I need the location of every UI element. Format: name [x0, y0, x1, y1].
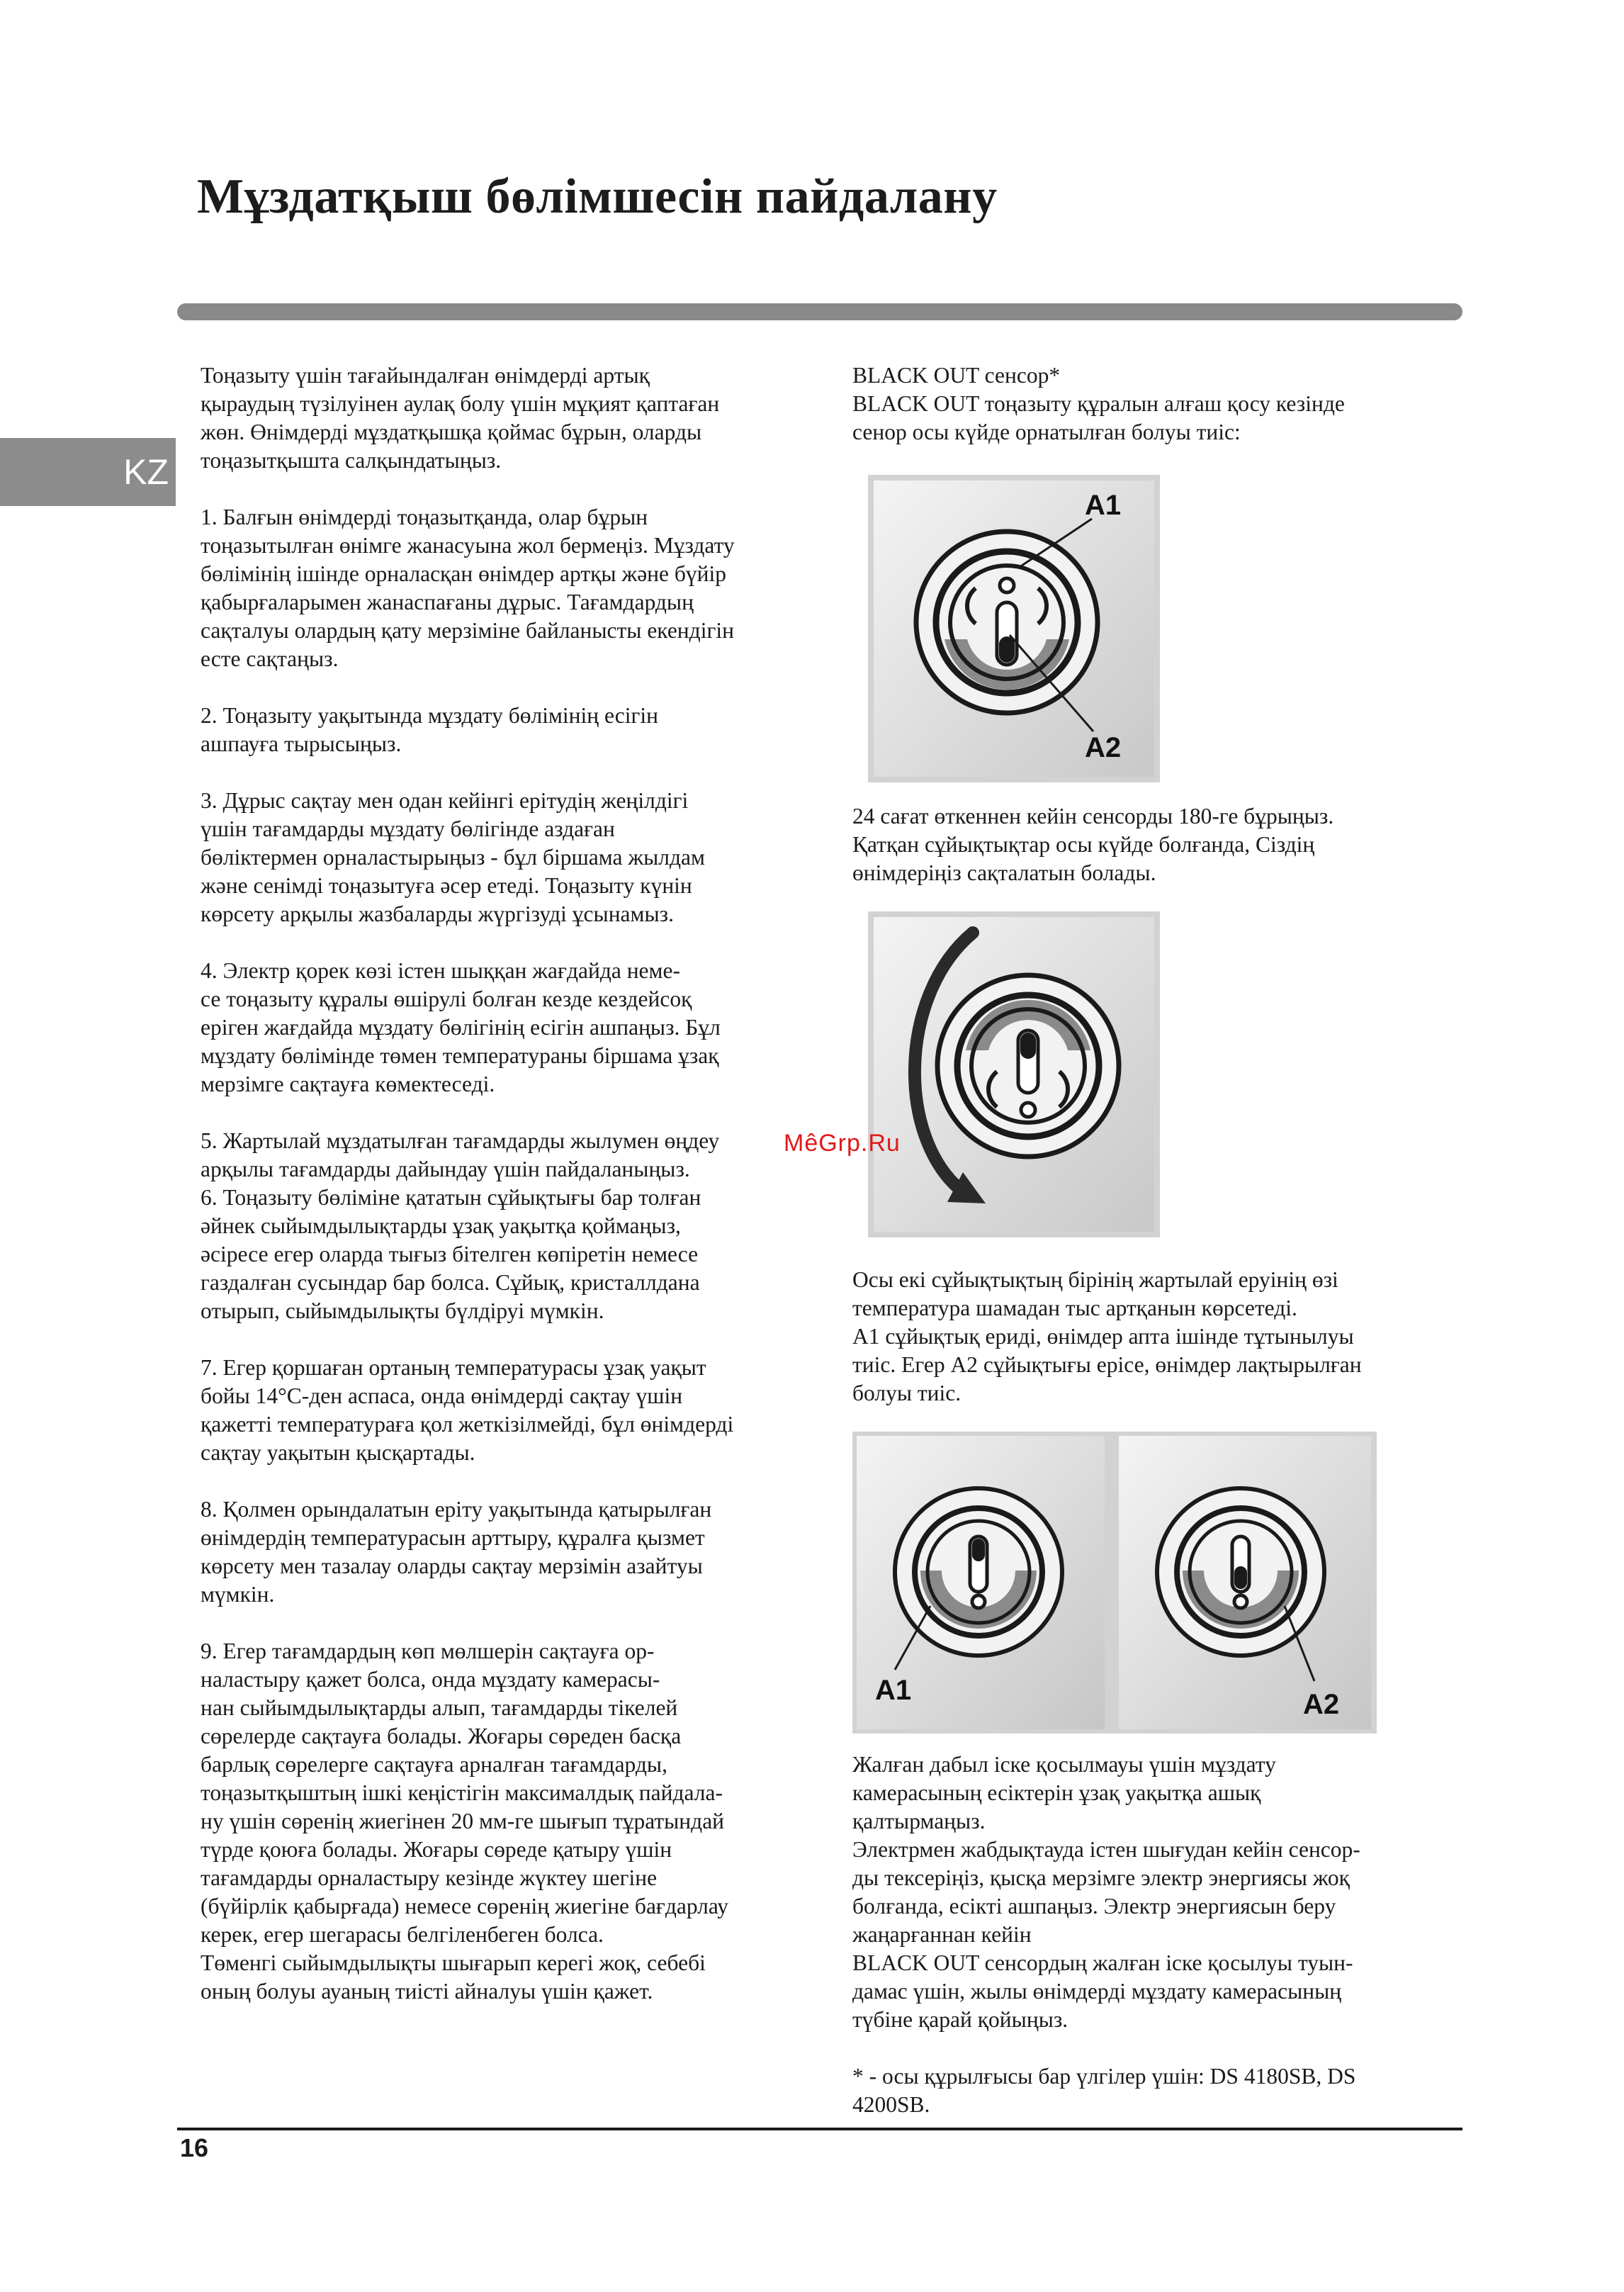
intro-paragraph: Тоңазыту үшін тағайындалған өнімдерді артық қыраудың түзілуінен аулақ болу үшін мұқият қаптаған жөн. Өнімдерді мұздатқышқа қоймас бұрын, оларды тоңазытқышта салқындатыңыз.	[201, 363, 720, 473]
tip-4: 4. Электр қорек көзі істен шыққан жағдайда неме- се тоңазыту құралы өшірулі болған кезде кездейсоқ еріген жағдайда мұздату бөлігінің есігін ашпаңыз. Бұл мұздату бөлімінде төмен температураны біршама ұзақ мерзімге сақтауға көмектеседі.	[201, 958, 721, 1096]
page-title: Мұздатқыш бөлімшесін пайдалану	[197, 169, 998, 224]
watermark-text: MêGrp.Ru	[784, 1130, 901, 1157]
left-column	[201, 361, 824, 2006]
tip-3: 3. Дұрыс сақтау мен одан кейінгі ерітудің жеңілдігі үшін тағамдарды мұздату бөлігінде аздаған бөліктермен орналастырыңыз - бұл біршама жылдам және сенімді тоңазытуға әсер етеді. Тоңазыту күнін көрсету арқылы жазбаларды жүргізуді ұсынамыз.	[201, 788, 705, 926]
language-tab: KZ	[0, 438, 176, 506]
sensor-rotated-figure	[868, 911, 1160, 1237]
page-number: 16	[180, 2133, 209, 2162]
tip-1: 1. Балғын өнімдерді тоңазытқанда, олар бұрын тоңазытылған өнімге жанасуына жол бермеңіз. Мұздату бөлімінің ішінде орналасқан өнімдер артқы және бүйір қабырғаларымен жанаспағаны дұрыс. Тағамдардың сақталуы олардың қату мерзіміне байланысты екендігін есте сақтаңыз.	[201, 505, 735, 671]
label-a1-melted: A1	[875, 1675, 912, 1706]
after-24h-paragraph: 24 сағат өткеннен кейін сенсорды 180-ге бұрыңыз. Қатқан сұйықтықтар осы күйде болғанда, Сіздің өнімдеріңіз сақталатын болады.	[852, 804, 1334, 885]
tip-7: 7. Егер қоршаған ортаның температурасы ұзақ уақыт бойы 14°С-ден аспаса, онда өнімдерді сақтау үшін қажетті температураға қол жеткізілмейді, бұл өнімдерді сақтау уақытын қысқартады.	[201, 1355, 734, 1465]
right-column	[852, 361, 1462, 2119]
tip-9: 9. Егер тағамдардың көп мөлшерін сақтауға ор- наластыру қажет болса, онда мұздату камерасы- нан сыйымдылықтарды алып, тағамдарды тікелей сөрелерде сақтауға болады. Жоғары сөреден басқа барлық сөрелерге сақтауға арналған тағамдарды, тоңазытқыштың ішкі кеңістігін максималдық пайдала- ну үшін сөренің жиегінен 20 мм-ге шығып тұратындай түрде қоюға болады. Жоғары сөреде қатыру үшін тағамдарды орналастыру кезінде жүктеу шегіне (бүйірлік қабырғада) немесе сөренің жиегіне бағдарлау керек, егер шегарасы белгіленбеген болса. Төменгі сыйымдылықты шығарып керегі жоқ, себебі оның болуы ауаның тиісті айналуы үшін қажет.	[201, 1639, 729, 2004]
tip-8: 8. Қолмен орындалатын еріту уақытында қатырылған өнімдердің температурасын арттыру, құралға қызмет көрсету мен тазалау оларды сақтау мерзімін азайтуы мүмкін.	[201, 1497, 712, 1607]
label-a2-melted: A2	[1303, 1689, 1340, 1720]
bottom-divider	[177, 2128, 1462, 2130]
label-a1: A1	[1085, 490, 1122, 521]
tip-2: 2. Тоңазыту уақытында мұздату бөлімінің есігін ашпауға тырысыңыз.	[201, 703, 659, 756]
footnote: * - осы құрылғысы бар үлгілер үшін: DS 4180SB, DS 4200SB.	[852, 2064, 1356, 2117]
melt-explain-paragraph: Осы екі сұйықтықтың бірінің жартылай еруінің өзі температура шамадан тыс артқанын көрсетеді. А1 сұйықтық ериді, өнімдер апта ішінде тұтынылуы тиіс. Егер А2 сұйықтығы ерісе, өнімдер лақтырылған болуы тиіс.	[852, 1267, 1362, 1405]
label-a2: A2	[1085, 732, 1122, 763]
sensor-melt-comparison-figure	[852, 1432, 1377, 1734]
tip-5-6: 5. Жартылай мұздатылған тағамдарды жылумен өңдеу арқылы тағамдарды дайындау үшін пайдаланыңыз. 6. Тоңазыту бөліміне қататын сұйықтығы бар толған әйнек сыйымдылықтарды ұзақ уақытқа қоймаңыз, әсіресе егер оларда тығыз бітелген көпіретін немесе газдалған сусындар бар болса. Сұйық, кристаллдана отырып, сыйымдылықты бүлдіруі мүмкін.	[201, 1128, 720, 1323]
top-divider	[177, 303, 1462, 320]
sensor-initial-figure	[868, 475, 1160, 782]
false-alarm-paragraph: Жалған дабыл іске қосылмауы үшін мұздату камерасының есіктерін ұзақ уақытқа ашық қалтырмаңыз. Электрмен жабдықтауда істен шығудан кейін сенсор- ды тексеріңіз, қысқа мерзімге электр энергиясы жоқ болғанда, есікті ашпаңыз. Электр энергиясын беру жаңарғаннан кейін BLACK OUT сенсордың жалған іске қосылуы туын- дамас үшін, жылы өнімдерді мұздату камерасының түбіне қарай қойыңыз.	[852, 1752, 1360, 2032]
sensor-heading: BLACK OUT сенсор* BLACK OUT тоңазыту құралын алғаш қосу кезінде сенор осы күйде орнатылған болуы тиіс:	[852, 363, 1345, 444]
